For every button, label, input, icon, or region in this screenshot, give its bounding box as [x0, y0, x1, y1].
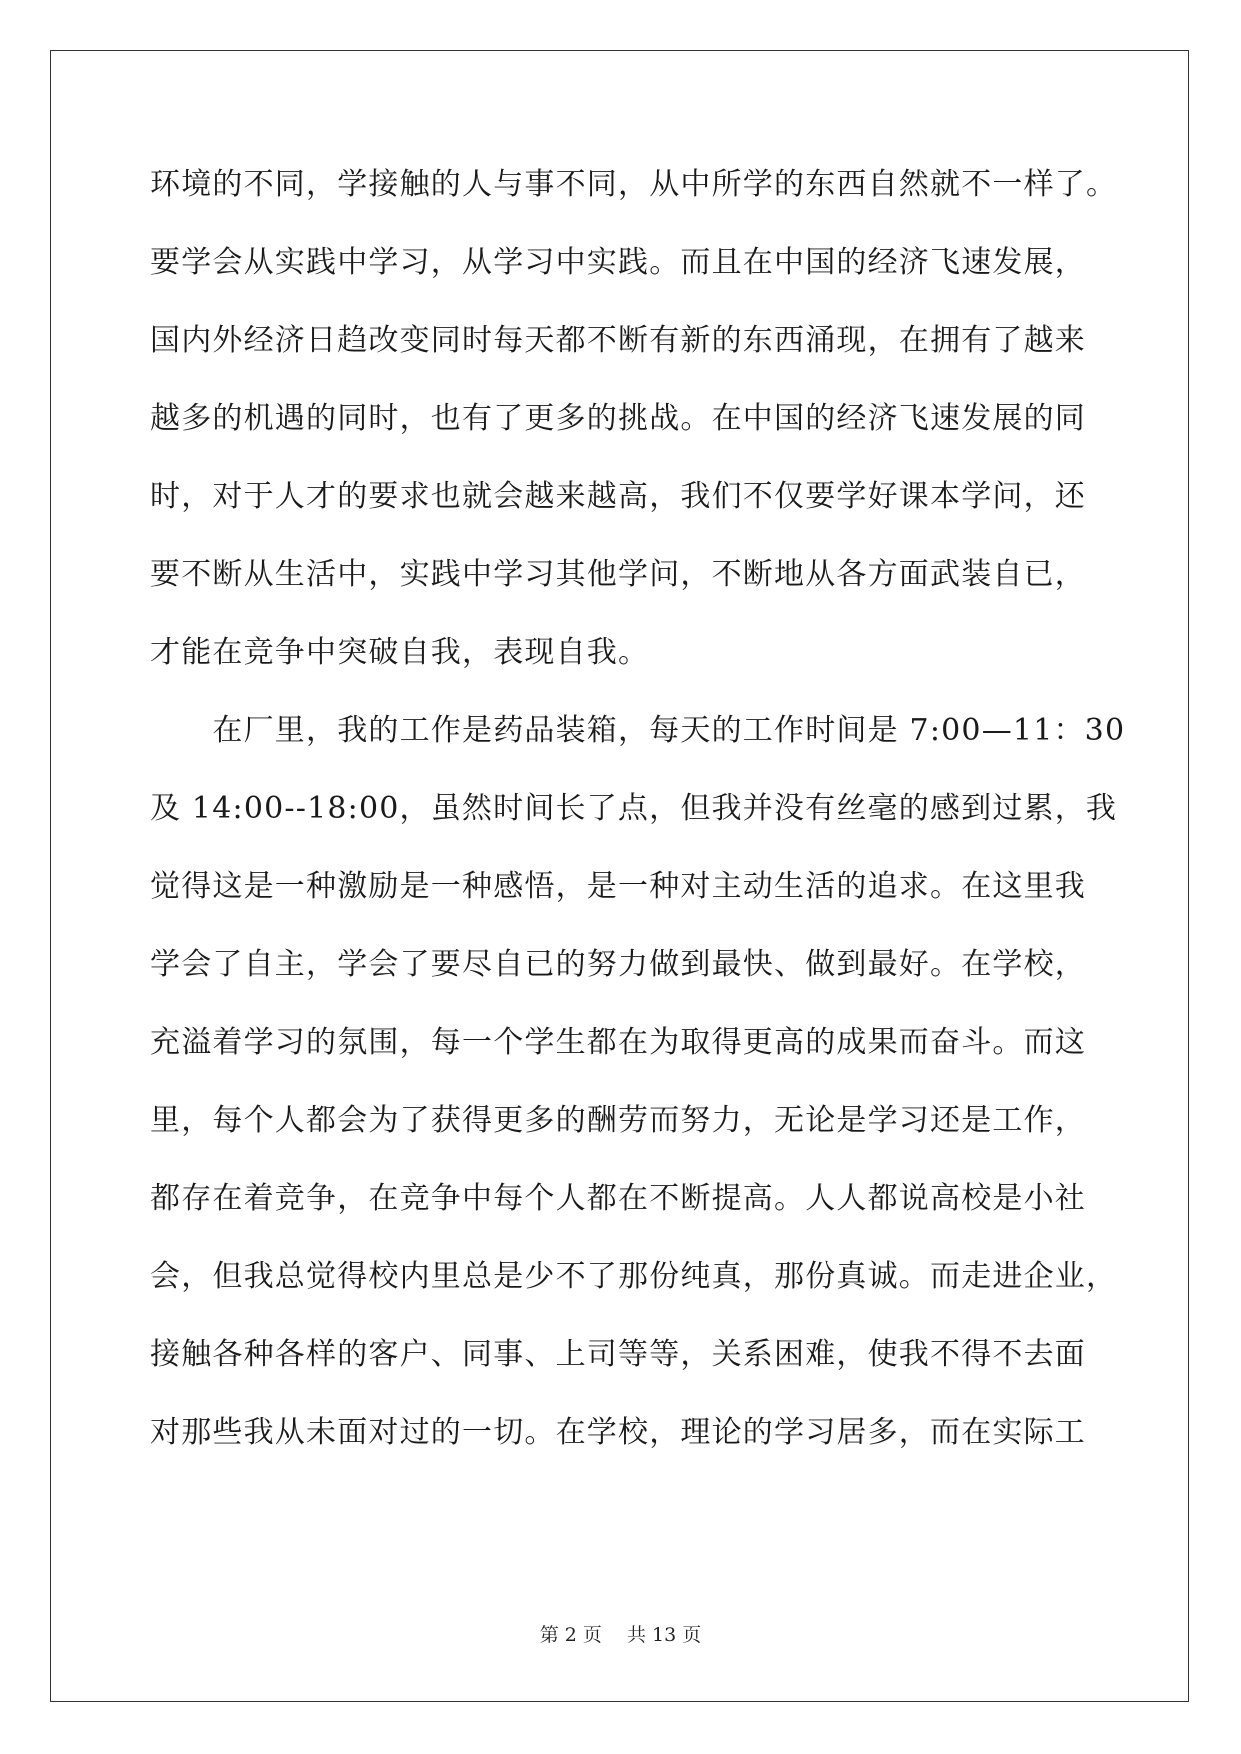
- body-line: 要学会从实践中学习，从学习中实践。而且在中国的经济飞速发展，: [150, 245, 1086, 280]
- body-line: 要不断从生活中，实践中学习其他学问，不断地从各方面武装自已，: [150, 557, 1086, 592]
- body-line: 及 14:00--18:00，虽然时间长了点，但我并没有丝毫的感到过累，我: [150, 791, 1118, 826]
- body-line: 觉得这是一种激励是一种感悟，是一种对主动生活的追求。在这里我: [150, 869, 1086, 904]
- body-line: 时，对于人才的要求也就会越来越高，我们不仅要学好课本学问，还: [150, 479, 1086, 514]
- body-line: 环境的不同，学接触的人与事不同，从中所学的东西自然就不一样了。: [150, 167, 1118, 202]
- body-line: 里，每个人都会为了获得更多的酬劳而努力，无论是学习还是工作，: [150, 1103, 1086, 1138]
- body-line: 越多的机遇的同时，也有了更多的挑战。在中国的经济飞速发展的同: [150, 401, 1086, 436]
- document-body: [150, 162, 1126, 1488]
- body-line: 在厂里，我的工作是药品装箱，每天的工作时间是 7:00—11：30: [150, 713, 1126, 748]
- page-number: 第 2 页 共 13 页: [539, 1624, 702, 1646]
- body-line: 会，但我总觉得校内里总是少不了那份纯真，那份真诚。而走进企业，: [150, 1259, 1118, 1294]
- body-line: 国内外经济日趋改变同时每天都不断有新的东西涌现，在拥有了越来: [150, 323, 1086, 358]
- body-line: 才能在竞争中突破自我，表现自我。: [150, 635, 650, 670]
- body-line: 对那些我从未面对过的一切。在学校，理论的学习居多，而在实际工: [150, 1415, 1086, 1450]
- body-line: 学会了自主，学会了要尽自已的努力做到最快、做到最好。在学校，: [150, 947, 1086, 982]
- body-line: 充溢着学习的氛围，每一个学生都在为取得更高的成果而奋斗。而这: [150, 1025, 1086, 1060]
- body-line: 接触各种各样的客户、同事、上司等等，关系困难，使我不得不去面: [150, 1337, 1086, 1372]
- page-footer: [0, 1620, 1241, 1647]
- body-line: 都存在着竞争，在竞争中每个人都在不断提高。人人都说高校是小社: [150, 1181, 1086, 1216]
